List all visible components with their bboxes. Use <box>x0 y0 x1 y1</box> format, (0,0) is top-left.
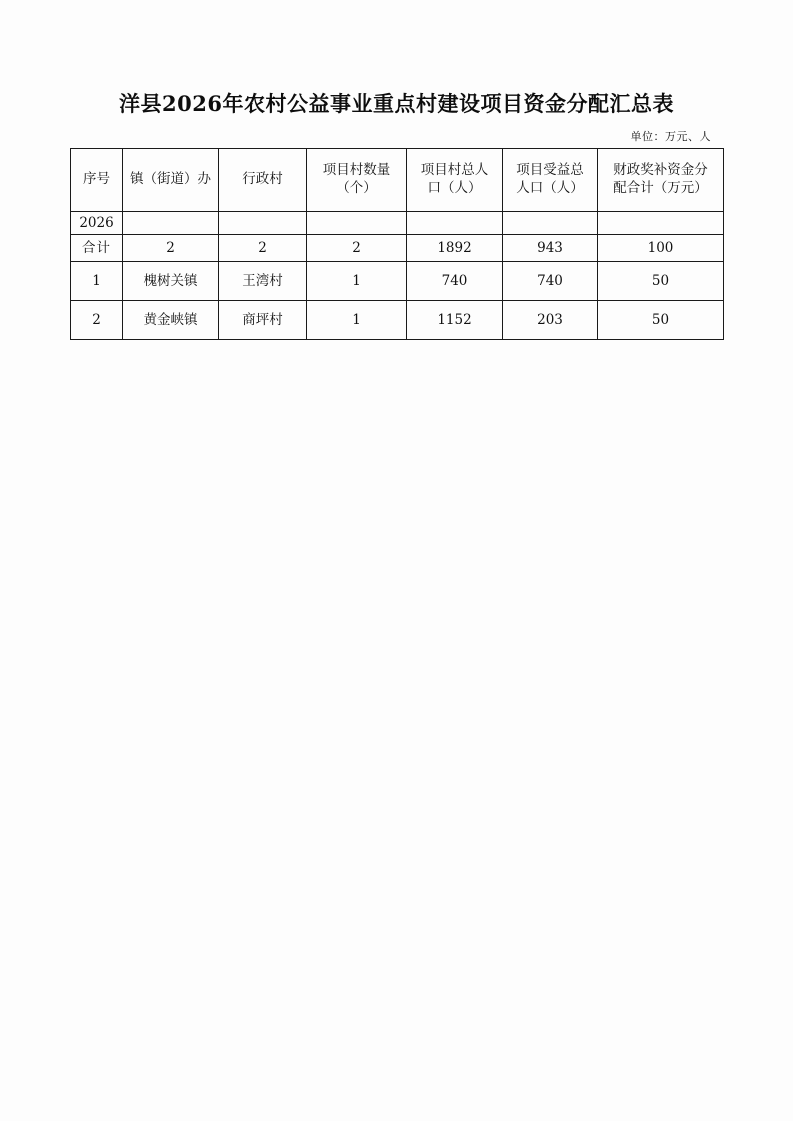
row-village: 商坪村 <box>219 301 307 340</box>
row-total-population: 1152 <box>407 301 503 340</box>
column-header-town <box>123 149 219 212</box>
column-header-benefit-population-line1: 项目受益总 <box>516 162 584 179</box>
row-benefit-population: 203 <box>503 301 598 340</box>
column-header-fund <box>598 149 724 212</box>
total-population: 1892 <box>407 235 503 262</box>
row-fund: 50 <box>598 301 724 340</box>
year-cell-benefit-population <box>503 212 598 235</box>
column-header-index <box>71 149 123 212</box>
column-header-fund-line1: 财政奖补资金分 <box>613 162 708 179</box>
column-header-benefit-population-line2: 人口（人） <box>516 180 584 196</box>
table-body <box>71 212 724 340</box>
column-header-village <box>219 149 307 212</box>
page-title: 洋县2026年农村公益事业重点村建设项目资金分配汇总表 <box>119 91 674 116</box>
column-header-village-line1: 行政村 <box>242 171 283 188</box>
year-cell-village-count <box>307 212 407 235</box>
total-fund: 100 <box>598 235 724 262</box>
row-index: 2 <box>71 301 123 340</box>
row-village-count: 1 <box>307 301 407 340</box>
column-header-town-line1: 镇（街道）办 <box>130 171 211 188</box>
column-header-village-count-line1: 项目村数量 <box>322 162 391 179</box>
year-label: 2026 <box>71 212 123 235</box>
row-village-count: 1 <box>307 262 407 301</box>
row-fund: 50 <box>598 262 724 301</box>
total-project-village-count: 2 <box>307 235 407 262</box>
row-total-population: 740 <box>407 262 503 301</box>
year-cell-fund <box>598 212 724 235</box>
column-header-village-count-line2: （个） <box>336 180 377 196</box>
total-town-count: 2 <box>123 235 219 262</box>
column-header-total-population-line2: 口（人） <box>427 180 482 196</box>
column-header-index-line1: 序号 <box>83 171 110 188</box>
table-header-row <box>71 149 724 212</box>
row-town: 槐树关镇 <box>123 262 219 301</box>
total-village-count: 2 <box>219 235 307 262</box>
column-header-benefit-population <box>503 149 598 212</box>
total-label: 合计 <box>71 235 123 262</box>
total-benefit-population: 943 <box>503 235 598 262</box>
year-cell-total-population <box>407 212 503 235</box>
column-header-village-count <box>307 149 407 212</box>
table-row-year <box>71 212 724 235</box>
column-header-fund-line2: 配合计（万元） <box>613 180 708 196</box>
row-index: 1 <box>71 262 123 301</box>
row-town: 黄金峡镇 <box>123 301 219 340</box>
fund-allocation-table <box>70 148 724 340</box>
table-header <box>71 149 724 212</box>
year-cell-town <box>123 212 219 235</box>
table-row-total <box>71 235 724 262</box>
row-village: 王湾村 <box>219 262 307 301</box>
year-cell-village <box>219 212 307 235</box>
fund-allocation-table-wrapper <box>70 148 723 340</box>
row-benefit-population: 740 <box>503 262 598 301</box>
table-row <box>71 301 724 340</box>
table-row <box>71 262 724 301</box>
unit-note: 单位：万元、人 <box>630 130 711 143</box>
column-header-total-population <box>407 149 503 212</box>
column-header-total-population-line1: 项目村总人 <box>420 162 489 179</box>
